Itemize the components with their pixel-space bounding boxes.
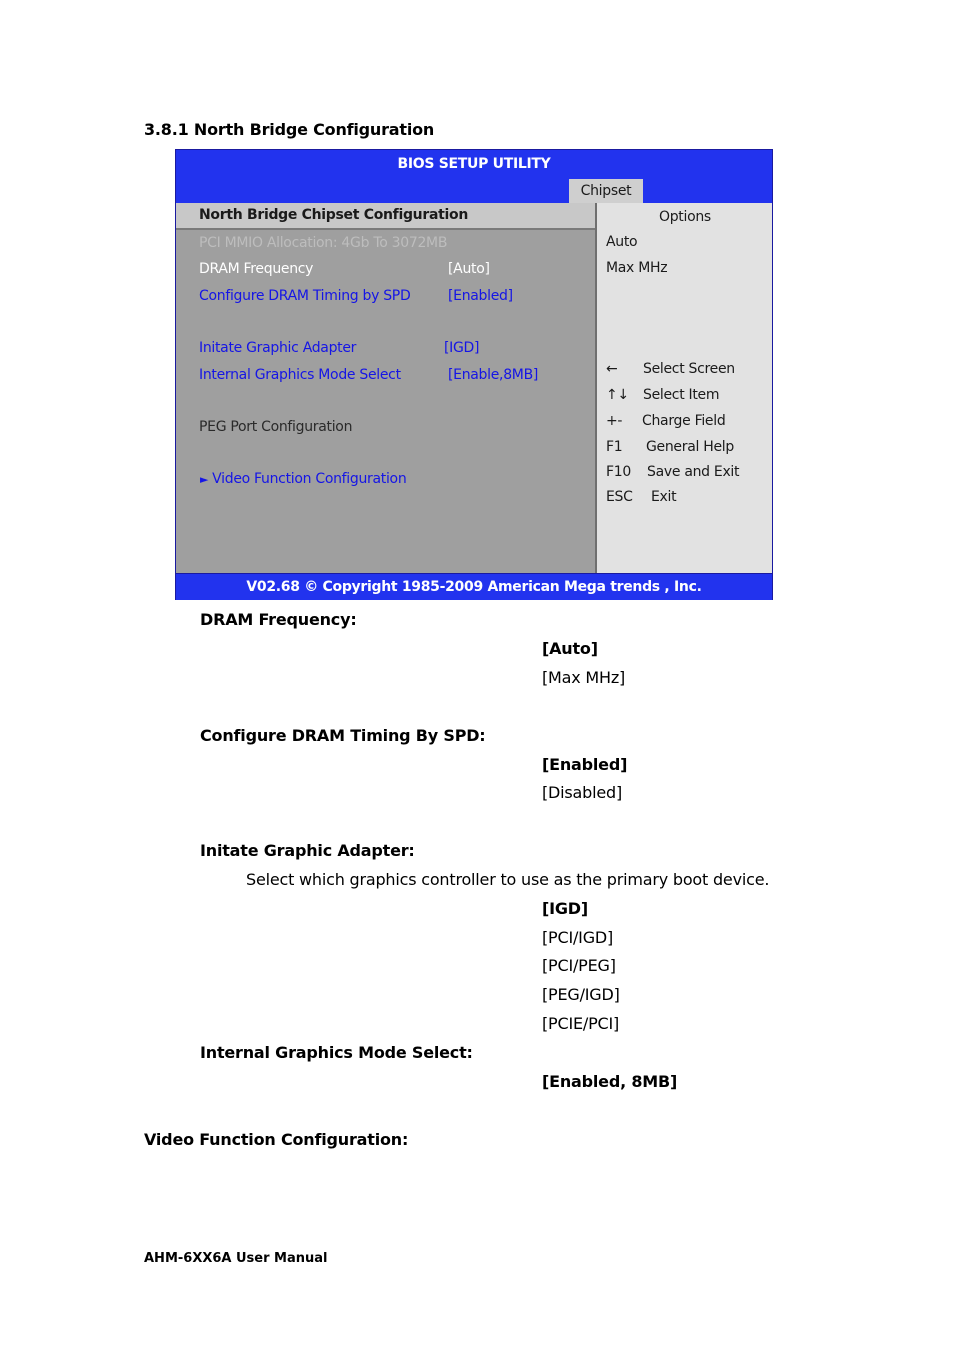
- panel-header-label: North Bridge Chipset Configuration: [199, 207, 468, 223]
- option-value: [Enabled, 8MB]: [542, 1072, 678, 1091]
- left-arrow-icon: ←: [606, 361, 618, 377]
- option-value: [PCI/PEG]: [542, 956, 616, 975]
- setting-graphic-adapter[interactable]: Initate Graphic Adapter: [199, 340, 357, 356]
- help-save-exit: Save and Exit: [647, 464, 740, 480]
- options-header: Options: [659, 209, 711, 225]
- up-down-arrow-icon: ↑↓: [606, 387, 629, 403]
- tab-chipset[interactable]: Chipset: [569, 179, 643, 203]
- help-key-plusminus: +-: [606, 413, 623, 429]
- option-value: [IGD]: [542, 899, 588, 918]
- arrow-right-icon: ►: [200, 473, 209, 486]
- help-key-esc: ESC: [606, 489, 633, 505]
- help-select-item: Select Item: [643, 387, 720, 403]
- setting-dram-timing-spd-value[interactable]: [Enabled]: [448, 288, 513, 304]
- help-select-screen: Select Screen: [643, 361, 735, 377]
- setting-dram-frequency[interactable]: DRAM Frequency: [199, 261, 314, 277]
- option-max-mhz[interactable]: Max MHz: [606, 260, 668, 276]
- help-exit: Exit: [651, 489, 677, 505]
- submenu-video-function[interactable]: [200, 471, 406, 487]
- option-auto[interactable]: Auto: [606, 234, 638, 250]
- setting-label-graphics-mode: Internal Graphics Mode Select:: [200, 1043, 473, 1062]
- setting-graphic-adapter-value[interactable]: [IGD]: [444, 340, 480, 356]
- submenu-video-function-label: Video Function Configuration: [212, 471, 407, 487]
- setting-label-dram-frequency: DRAM Frequency:: [200, 610, 357, 629]
- option-value: [Disabled]: [542, 783, 622, 802]
- bios-copyright-bar: [176, 573, 772, 600]
- help-general-help: General Help: [646, 439, 734, 455]
- help-key-f1: F1: [606, 439, 623, 455]
- setting-label-graphic-adapter: Initate Graphic Adapter:: [200, 841, 415, 860]
- bios-title-bar: [176, 150, 772, 203]
- option-value: [Enabled]: [542, 755, 628, 774]
- setting-graphics-mode[interactable]: Internal Graphics Mode Select: [199, 367, 401, 383]
- option-value: [Max MHz]: [542, 668, 626, 687]
- setting-peg-port: PEG Port Configuration: [199, 419, 353, 435]
- setting-dram-frequency-value[interactable]: [Auto]: [448, 261, 490, 277]
- panel-header: [176, 203, 595, 230]
- help-change-field: Charge Field: [642, 413, 726, 429]
- help-key-f10: F10: [606, 464, 631, 480]
- bios-help-panel: [597, 203, 772, 573]
- bios-settings-panel: [176, 203, 597, 573]
- option-value: [PEG/IGD]: [542, 985, 620, 1004]
- bios-title: BIOS SETUP UTILITY: [397, 156, 551, 172]
- option-value: [PCI/IGD]: [542, 928, 614, 947]
- page-footer: AHM-6XX6A User Manual: [144, 1251, 328, 1266]
- bios-copyright: V02.68 © Copyright 1985-2009 American Mega trends , Inc.: [246, 579, 702, 595]
- option-value: [PCIE/PCI]: [542, 1014, 620, 1033]
- bios-screenshot: [175, 149, 773, 600]
- option-value: [Auto]: [542, 639, 598, 658]
- setting-pci-mmio: PCI MMIO Allocation: 4Gb To 3072MB: [199, 235, 448, 251]
- setting-dram-timing-spd[interactable]: Configure DRAM Timing by SPD: [199, 288, 411, 304]
- section-title: 3.8.1 North Bridge Configuration: [144, 120, 435, 139]
- setting-graphics-mode-value[interactable]: [Enable,8MB]: [448, 367, 539, 383]
- setting-label-dram-timing: Configure DRAM Timing By SPD:: [200, 726, 486, 745]
- subsection-title: Video Function Configuration:: [144, 1130, 409, 1149]
- setting-description: Select which graphics controller to use as the primary boot device.: [246, 870, 770, 889]
